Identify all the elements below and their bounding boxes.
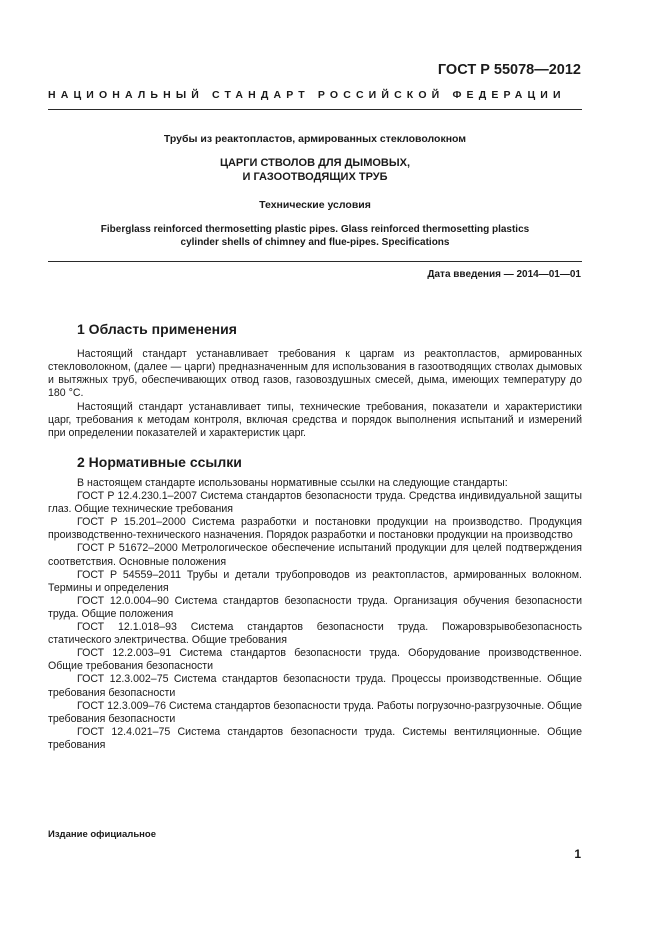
section-1-paragraph: Настоящий стандарт устанавливает требования к царгам из реактопластов, армированных стекловолокном, (далее — царги) предназначенным для использования в газоотводящих стволах дымовых и вытяжных труб, обеспечивающих отвод газов, газовоздушных смесей, дыма, имеющих температуру до 180 °С. [48, 348, 582, 400]
section-2-heading: 2 Нормативные ссылки [77, 454, 242, 470]
reference-item: ГОСТ 12.1.018–93 Система стандартов безопасности труда. Пожаровзрывобезопасность статического электричества. Общие требования [48, 621, 582, 647]
edition-label: Издание официальное [48, 829, 156, 840]
reference-item: ГОСТ 12.2.003–91 Система стандартов безопасности труда. Оборудование производственное. Общие требования безопасности [48, 647, 582, 673]
references-intro: В настоящем стандарте использованы нормативные ссылки на следующие стандарты: [77, 477, 508, 489]
title-main-line1: ЦАРГИ СТВОЛОВ ДЛЯ ДЫМОВЫХ, [219, 157, 411, 169]
reference-item: ГОСТ Р 15.201–2000 Система разработки и постановки продукции на производство. Продукция производственно-технического назначения. Порядок разработки и постановки продукции на производство [48, 516, 582, 542]
national-standard-banner: НАЦИОНАЛЬНЫЙ СТАНДАРТ РОССИЙСКОЙ ФЕДЕРАЦИИ [48, 89, 566, 101]
reference-item: ГОСТ Р 54559–2011 Трубы и детали трубопроводов из реактопластов, армированных волокном. Термины и определения [48, 568, 582, 594]
reference-item: ГОСТ Р 51672–2000 Метрологическое обеспечение испытаний продукции для целей подтверждения соответствия. Основные положения [48, 542, 582, 568]
normative-references-list [48, 477, 582, 752]
section-1-paragraph: Настоящий стандарт устанавливает типы, технические требования, показатели и характеристики царг, требования к методам контроля, включая средства и порядок выполнения испытаний и измерений при определении показателей и характеристик царг. [48, 401, 582, 440]
title-english-line1: Fiberglass reinforced thermosetting plastic pipes. Glass reinforced thermosetting plastics [100, 224, 530, 235]
reference-item: ГОСТ Р 12.4.230.1–2007 Система стандартов безопасности труда. Средства индивидуальной защиты глаз. Общие технические требования [48, 490, 582, 516]
reference-item: ГОСТ 12.4.021–75 Система стандартов безопасности труда. Системы вентиляционные. Общие требования [48, 725, 582, 751]
standard-code: ГОСТ Р 55078—2012 [437, 62, 581, 78]
section-1-heading: 1 Область применения [77, 321, 237, 337]
title-english-line2: cylinder shells of chimney and flue-pipes. Specifications [180, 237, 450, 248]
title-main-line2: И ГАЗООТВОДЯЩИХ ТРУБ [242, 171, 388, 183]
reference-item: ГОСТ 12.3.009–76 Система стандартов безопасности труда. Работы погрузочно-разгрузочные. Общие требования безопасности [48, 699, 582, 725]
title-material: Трубы из реактопластов, армированных стекловолокном [163, 133, 467, 145]
page-number: 1 [574, 847, 581, 861]
reference-item: ГОСТ 12.3.002–75 Система стандартов безопасности труда. Процессы производственные. Общие требования безопасности [48, 673, 582, 699]
introduction-date: Дата введения — 2014—01—01 [427, 269, 581, 280]
title-rule [48, 261, 582, 262]
title-subtitle: Технические условия [259, 199, 371, 211]
header-rule [48, 109, 582, 110]
reference-item: ГОСТ 12.0.004–90 Система стандартов безопасности труда. Организация обучения безопасности труда. Общие положения [48, 594, 582, 620]
